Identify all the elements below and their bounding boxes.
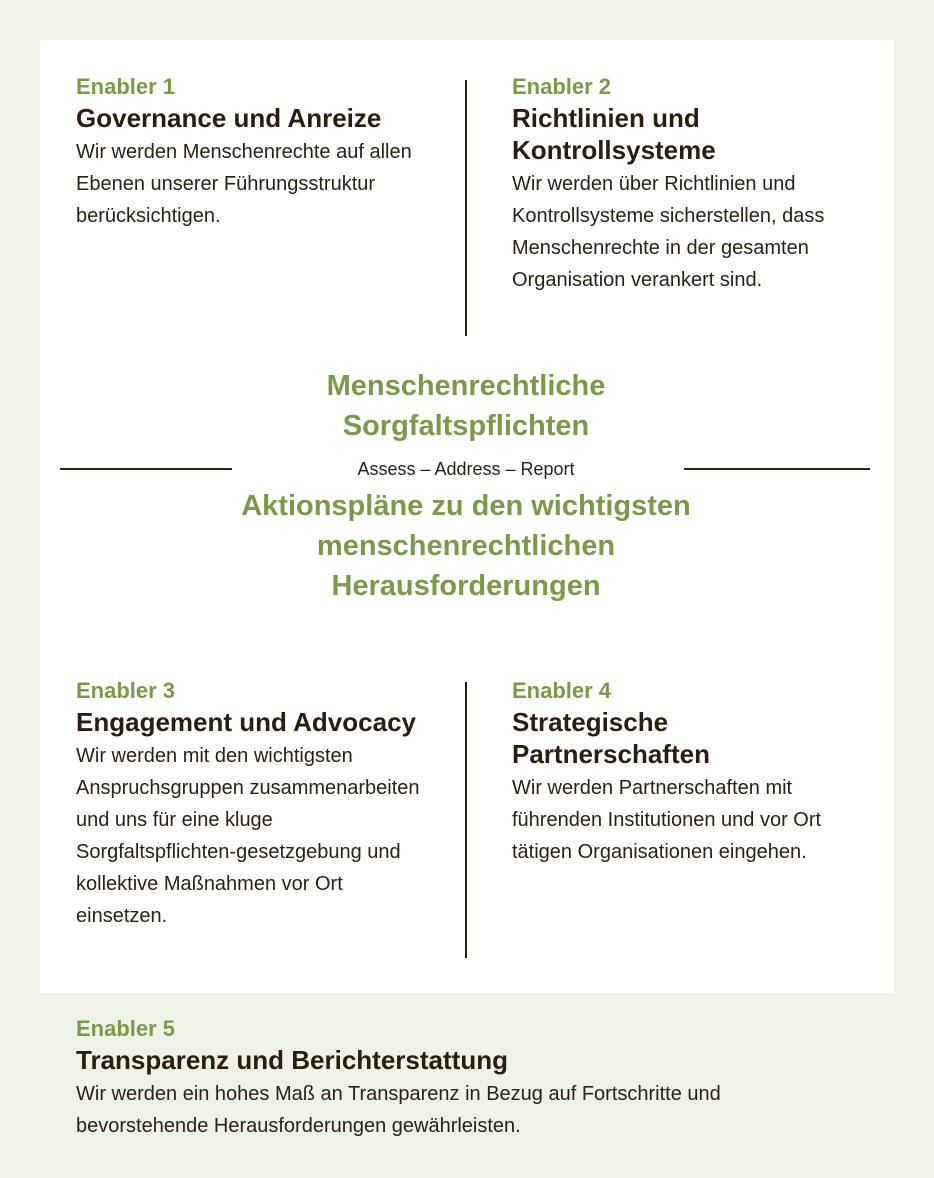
divider-top-vertical — [465, 80, 467, 336]
center-title-block — [232, 366, 700, 446]
enabler-5-text: Wir werden ein hohes Maß an Transparenz in Bezug auf Fortschritte und bevorstehende Herausforderungen gewährleisten. — [76, 1083, 721, 1137]
enabler-2-block — [512, 72, 884, 296]
center-subtitle: Assess – Address – Report — [357, 459, 575, 479]
enabler-3-title: Engagement und Advocacy — [76, 707, 416, 737]
enabler-3-label: Enabler 3 — [76, 678, 176, 703]
divider-left-horizontal — [60, 468, 232, 470]
enabler-4-text: Wir werden Partnerschaften mit führenden Institutionen und vor Ort tätigen Organisationen eingehen. — [512, 777, 822, 863]
enabler-1-title: Governance und Anreize — [76, 103, 382, 133]
center-title: Menschenrechtliche Sorgfaltspflichten — [326, 370, 606, 442]
center-actions-block — [232, 486, 700, 606]
enabler-3-text: Wir werden mit den wichtigsten Anspruchsgruppen zusammenarbeiten und uns für eine kluge Sorgfaltspflichten-gesetzgebung und kollektive Maßnahmen vor Ort einsetzen. — [76, 745, 420, 927]
enabler-3-block — [76, 676, 428, 932]
enabler-1-block — [76, 72, 416, 232]
enabler-5-label: Enabler 5 — [76, 1016, 176, 1041]
enabler-2-label: Enabler 2 — [512, 74, 612, 99]
divider-right-horizontal — [684, 468, 870, 470]
enabler-2-text: Wir werden über Richtlinien und Kontrollsysteme sicherstellen, dass Menschenrechte in der gesamten Organisation verankert sind. — [512, 173, 825, 291]
enabler-5-title: Transparenz und Berichterstattung — [76, 1045, 508, 1075]
divider-bottom-vertical — [465, 682, 467, 958]
enabler-2-title: Richtlinien und Kontrollsysteme — [512, 103, 716, 165]
enabler-1-label: Enabler 1 — [76, 74, 176, 99]
enabler-5-block — [76, 1014, 856, 1142]
enabler-4-block — [512, 676, 864, 868]
center-actions: Aktionspläne zu den wichtigsten menschenrechtlichen Herausforderungen — [241, 490, 691, 602]
enabler-1-text: Wir werden Menschenrechte auf allen Ebenen unserer Führungsstruktur berücksichtigen. — [76, 141, 412, 227]
enabler-4-title: Strategische Partnerschaften — [512, 707, 710, 769]
enabler-4-label: Enabler 4 — [512, 678, 612, 703]
